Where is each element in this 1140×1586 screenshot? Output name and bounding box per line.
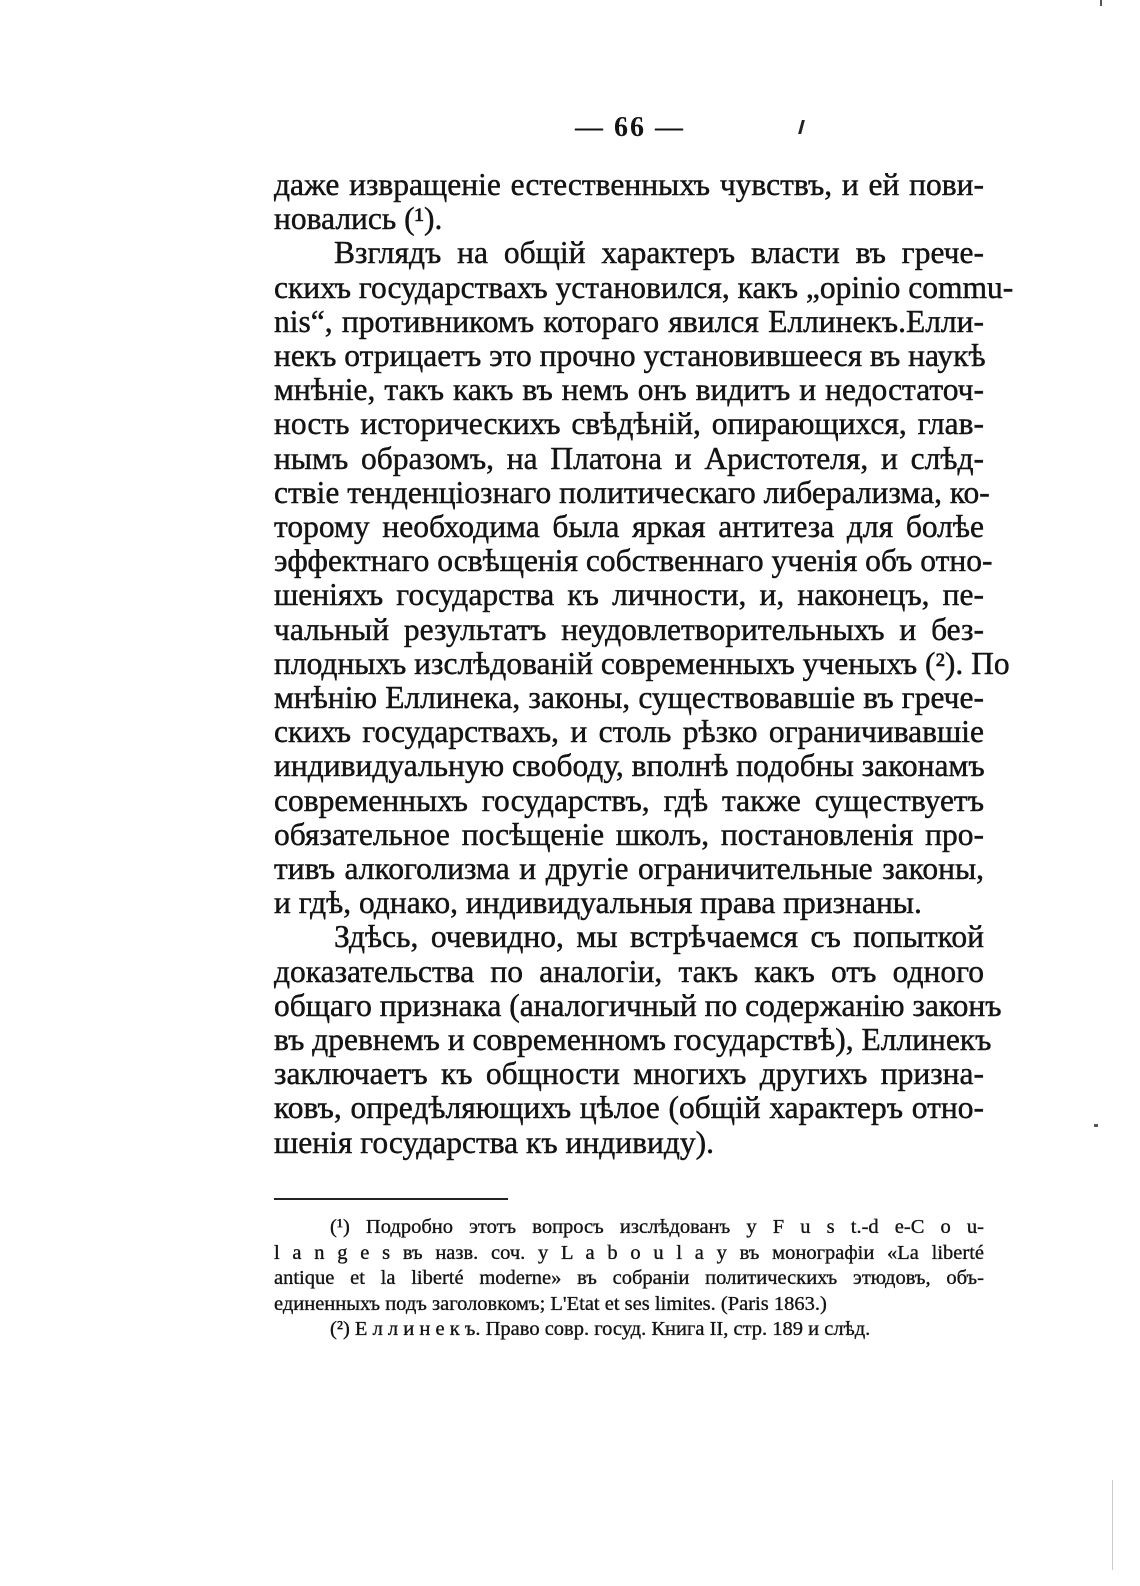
text-line: nis“, противникомъ котораго явился Еллинекъ.Елли- [274,303,984,339]
footnote-divider [274,1198,508,1200]
text-line: чальный результатъ неудовлетворительныхъ и без- [274,611,984,647]
text-line: въ древнемъ и современномъ государствѣ), Еллинекъ [274,1022,992,1058]
text-line: Здѣсь, очевидно, мы встрѣчаемся съ попыткой [334,919,984,955]
text-line: плодныхъ изслѣдованій современныхъ ученыхъ (²). По [274,645,1010,681]
text-line: индивидуальную свободу, вполнѣ подобны законамъ [274,748,985,784]
scan-speck [1094,1124,1098,1127]
paragraph-3 [274,919,1002,1160]
text-line: заключаетъ къ общности многихъ другихъ призна- [274,1056,984,1092]
text-line: Взглядъ на общій характеръ власти въ грече- [334,235,984,271]
text-line: торому необходима была яркая антитеза для болѣе [274,509,984,545]
stray-mark [798,120,805,134]
text-line: и гдѣ, однако, индивидуальныя права признаны. [274,885,922,921]
text-line: шеніяхъ государства къ личности, и, наконецъ, пе- [274,577,984,613]
body-text [274,167,1014,1160]
footnote-line: l a n g e s въ назв. соч. у L a b o u l a y въ монографіи «La liberté [274,1241,984,1264]
footnote-1 [274,1215,984,1317]
page-number: — 66 — [575,112,685,143]
text-line: скихъ государствахъ, и столь рѣзко ограничивавшіе [274,714,984,750]
footnote-line: antique et la liberté moderne» въ собраніи политическихъ этюдовъ, объ- [274,1267,984,1289]
text-line: доказательства по аналогіи, такъ какъ отъ одного [274,953,984,989]
text-line: ковъ, опредѣляющихъ цѣлое (общій характеръ отно- [274,1090,984,1126]
text-line: эффектнаго освѣщенія собственнаго ученія объ отно- [274,543,993,579]
text-line: мнѣнію Еллинека, законы, существовавшіе въ грече- [274,680,984,716]
text-line: современныхъ государствъ, гдѣ также существуетъ [274,782,984,818]
paragraph-1 [274,168,984,236]
text-line: тивъ алкоголизма и другіе ограничительные законы, [274,851,984,887]
text-line: общаго признака (аналогичный по содержанію законъ [274,987,1002,1023]
text-line: нымъ образомъ, на Платона и Аристотеля, и слѣд- [274,440,984,476]
footnote-line: единенныхъ подъ заголовкомъ; L'Etat et ses limites. (Paris 1863.) [274,1292,827,1315]
text-line: новались (¹). [274,201,443,237]
text-line: некъ отрицаетъ это прочно установившееся въ наукѣ [274,338,986,374]
footnote-line: (²) Е л л и н е к ъ. Право совр. госуд. Книга II, стр. 189 и слѣд. [330,1318,871,1340]
footnote-2 [274,1317,984,1343]
scan-edge-mark [1100,0,1102,6]
footnotes [274,1215,984,1343]
text-line: скихъ государствахъ установился, какъ „opinio commu- [274,269,1014,305]
text-line: ствіе тенденціознаго политическаго либерализма, ко- [274,474,990,510]
footnote-line: (¹) Подробно этотъ вопросъ изслѣдованъ у F u s t.-d e-C o u- [330,1216,984,1238]
text-line: мнѣніе, такъ какъ въ немъ онъ видитъ и недостаточ- [274,372,984,408]
text-line: шенія государства къ индивиду). [274,1124,714,1160]
text-line: даже извращеніе естественныхъ чувствъ, и ей пови- [274,167,984,202]
paragraph-2 [274,235,1014,921]
scan-edge-line [1112,1480,1113,1570]
text-line: ность историческихъ свѣдѣній, опирающихся, глав- [274,406,984,442]
text-line: обязательное посѣщеніе школъ, постановленія про- [274,816,984,852]
